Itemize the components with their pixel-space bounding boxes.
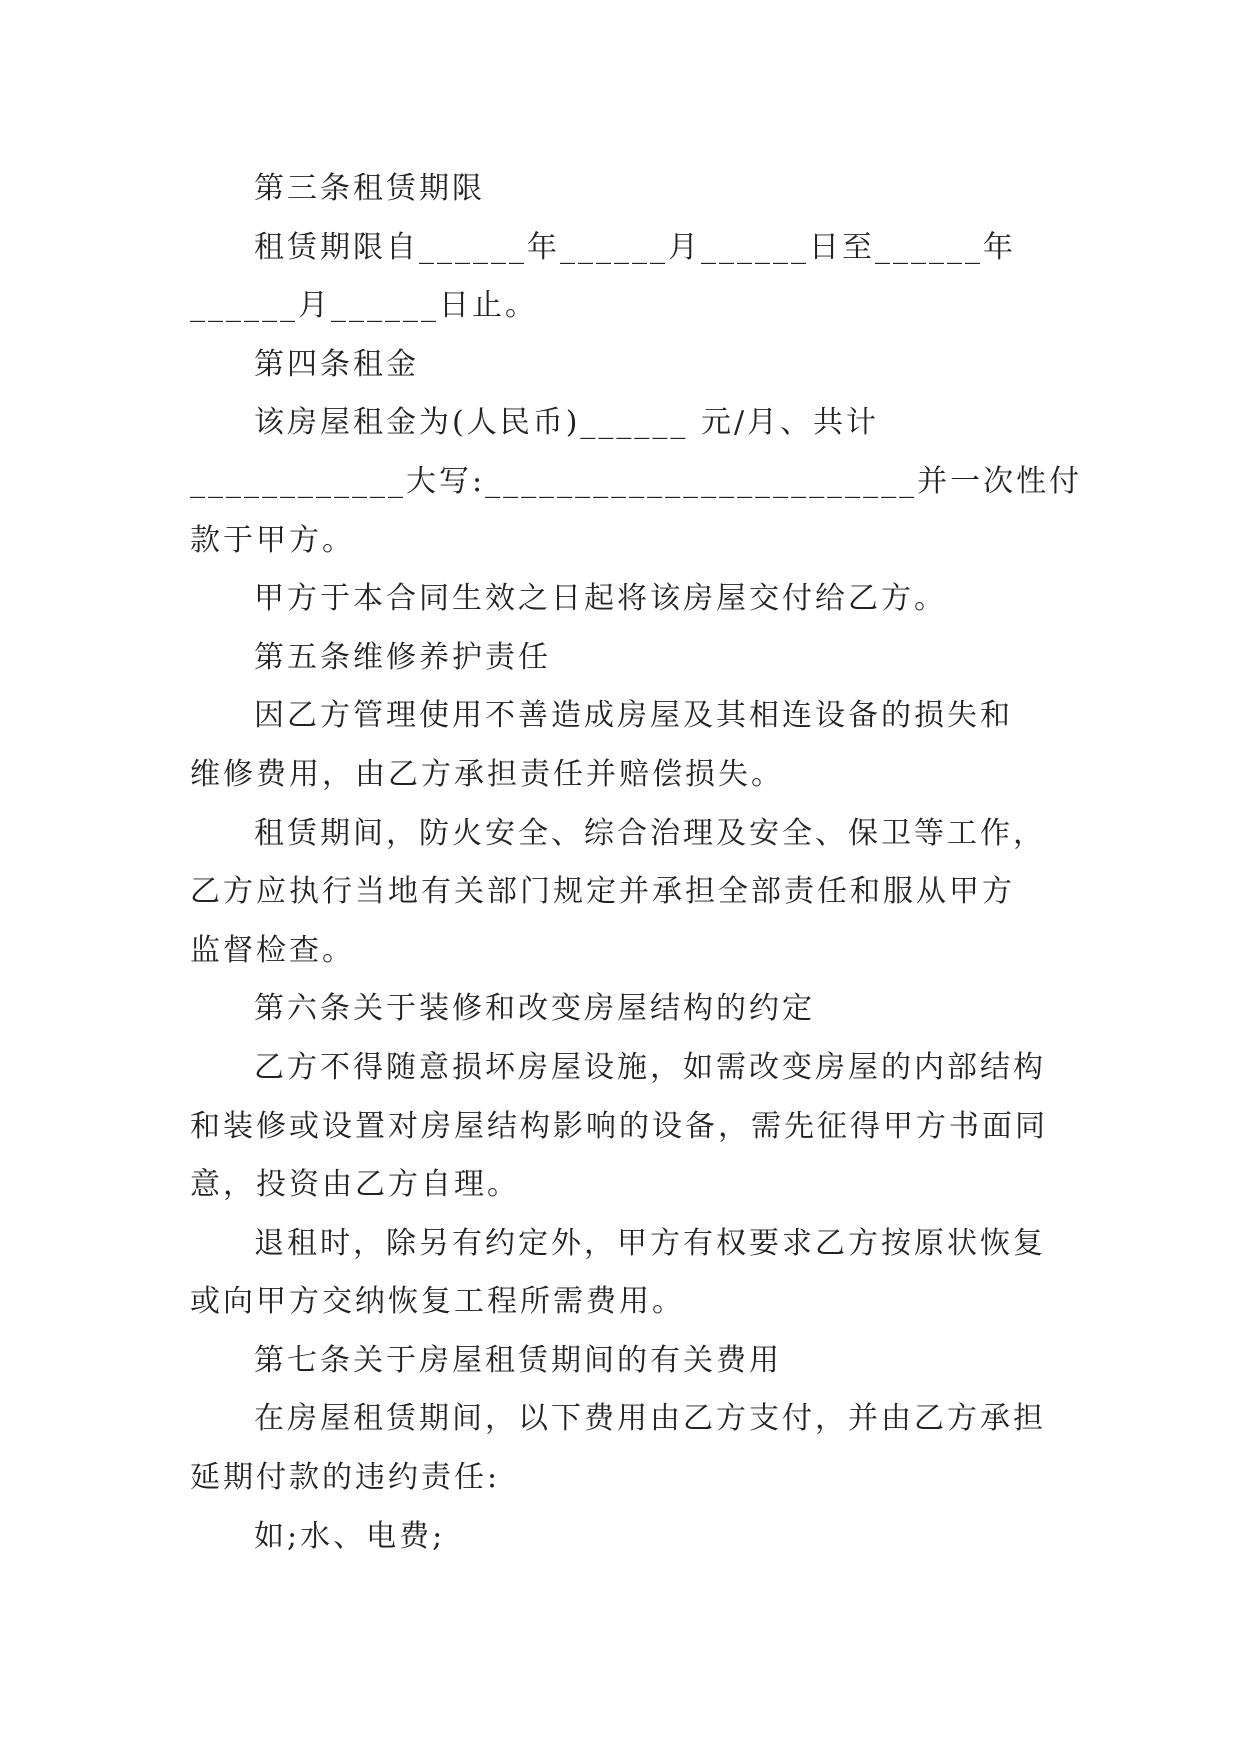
- paragraph-line: ____________大写:________________________并一次性付: [190, 463, 1083, 499]
- section-heading-maintenance: 第五条维修养护责任: [254, 639, 551, 675]
- section-heading-renovation: 第六条关于装修和改变房屋结构的约定: [254, 991, 815, 1027]
- paragraph-line: 监督检查。: [190, 932, 355, 968]
- paragraph-line: 乙方不得随意损坏房屋设施，如需改变房屋的内部结构: [254, 1049, 1046, 1085]
- paragraph-line: 维修费用，由乙方承担责任并赔偿损失。: [190, 756, 784, 792]
- paragraph-line: ______月______日止。: [190, 288, 538, 324]
- paragraph-line: 或向甲方交纳恢复工程所需费用。: [190, 1284, 685, 1320]
- document-page: [190, 160, 1083, 1566]
- paragraph-line: 款于甲方。: [190, 522, 355, 558]
- paragraph-line: 租赁期间，防火安全、综合治理及安全、保卫等工作，: [254, 815, 1046, 851]
- paragraph-line: 甲方于本合同生效之日起将该房屋交付给乙方。: [254, 581, 947, 617]
- paragraph-line: 延期付款的违约责任:: [190, 1460, 501, 1496]
- section-heading-rent: 第四条租金: [254, 346, 419, 382]
- paragraph-line: 该房屋租金为(人民币)______ 元/月、共计: [254, 405, 880, 441]
- paragraph-line: 乙方应执行当地有关部门规定并承担全部责任和服从甲方: [190, 874, 1015, 910]
- paragraph-line: 退租时，除另有约定外，甲方有权要求乙方按原状恢复: [254, 1225, 1046, 1261]
- paragraph-line: 在房屋租赁期间，以下费用由乙方支付，并由乙方承担: [254, 1401, 1046, 1437]
- paragraph-line: 和装修或设置对房屋结构影响的设备，需先征得甲方书面同: [190, 1108, 1048, 1144]
- paragraph-line: 如;水、电费;: [254, 1518, 446, 1554]
- paragraph-line: 因乙方管理使用不善造成房屋及其相连设备的损失和: [254, 698, 1013, 734]
- section-heading-lease-term: 第三条租赁期限: [254, 171, 485, 206]
- section-heading-expenses: 第七条关于房屋租赁期间的有关费用: [254, 1342, 782, 1378]
- paragraph-line: 租赁期限自______年______月______日至______年: [254, 229, 1016, 265]
- paragraph-line: 意，投资由乙方自理。: [190, 1167, 520, 1203]
